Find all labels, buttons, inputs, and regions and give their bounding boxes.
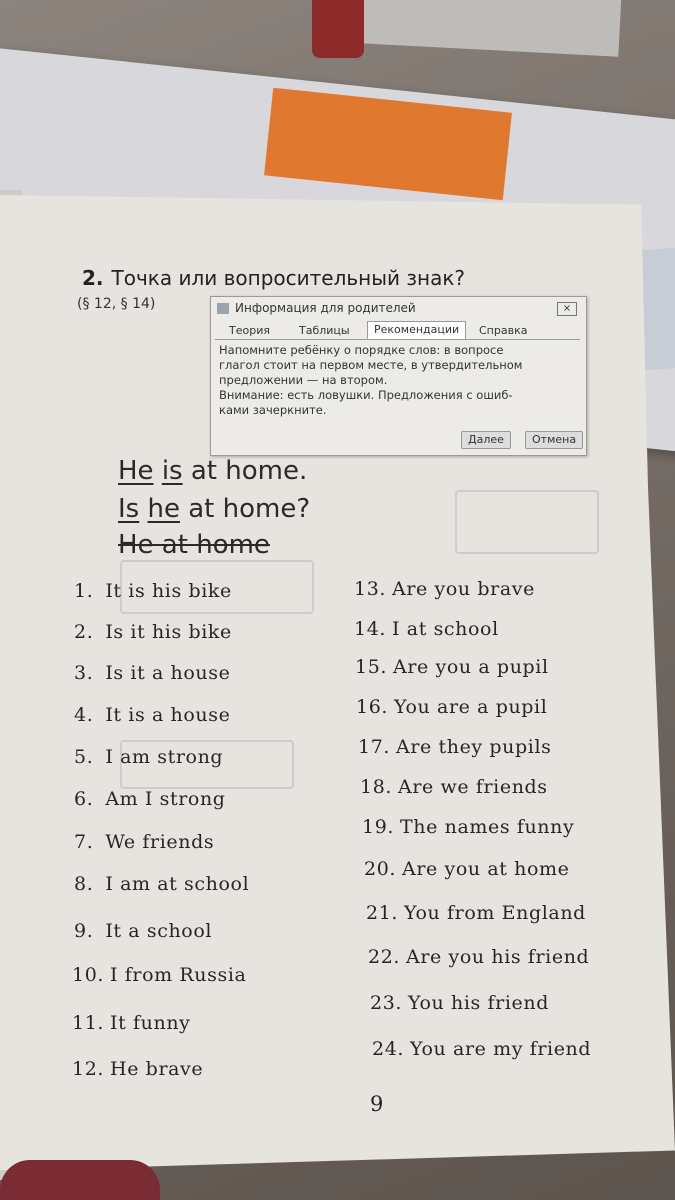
- item-text: Are they pupils: [396, 736, 552, 758]
- list-item: [74, 746, 223, 768]
- list-item: [72, 964, 246, 986]
- list-item: [368, 946, 589, 968]
- dialog-text-line: Напомните ребёнку о порядке слов: в вопросе: [219, 343, 504, 357]
- dialog-text-line: ками зачеркните.: [219, 403, 327, 417]
- item-number: 16.: [356, 696, 389, 718]
- list-item: [366, 902, 586, 924]
- list-item: [74, 920, 212, 942]
- list-item: [355, 656, 549, 678]
- item-text: Are we friends: [398, 776, 548, 798]
- item-number: 24.: [372, 1038, 405, 1060]
- list-item: [74, 831, 214, 853]
- item-number: 10.: [72, 964, 105, 986]
- tab-recommendations[interactable]: Рекомендации: [367, 321, 466, 339]
- tab-tables[interactable]: Таблицы: [299, 324, 350, 337]
- section-references: (§ 12, § 14): [77, 296, 156, 312]
- item-text: The names funny: [400, 816, 575, 838]
- list-item: [72, 1012, 191, 1034]
- item-number: 21.: [366, 902, 399, 924]
- item-number: 12.: [72, 1058, 105, 1080]
- list-item: [74, 662, 230, 684]
- item-number: 17.: [358, 736, 391, 758]
- item-text: You are a pupil: [394, 696, 548, 718]
- list-item: [358, 736, 551, 758]
- item-number: 11.: [72, 1012, 105, 1034]
- item-number: 4.: [74, 704, 94, 726]
- item-number: 13.: [354, 578, 387, 600]
- list-item: [74, 580, 232, 602]
- item-text: Are you a pupil: [393, 656, 549, 678]
- item-number: 15.: [355, 656, 388, 678]
- exercise-number: 2.: [82, 266, 104, 290]
- close-icon[interactable]: ×: [557, 302, 577, 316]
- dialog-tabs: [215, 321, 580, 340]
- cancel-button[interactable]: Отмена: [525, 431, 583, 449]
- example-verb: Is: [118, 494, 140, 524]
- dialog-header: [217, 301, 579, 317]
- item-text: Are you brave: [392, 578, 535, 600]
- list-item: [74, 788, 226, 810]
- item-text: We friends: [105, 831, 215, 853]
- item-number: 23.: [370, 992, 403, 1014]
- item-text: It a school: [105, 920, 213, 942]
- item-text: You from England: [404, 902, 586, 924]
- item-text: I from Russia: [110, 964, 247, 986]
- dialog-body: [219, 343, 579, 418]
- item-text: I am strong: [105, 746, 224, 768]
- item-number: 14.: [354, 618, 387, 640]
- faint-background-illustration: [455, 490, 599, 554]
- list-item: [362, 816, 574, 838]
- dialog-text-line: предложении — на втором.: [219, 373, 388, 387]
- tab-theory[interactable]: Теория: [229, 324, 270, 337]
- page-number: 9: [370, 1092, 384, 1116]
- item-text: He brave: [110, 1058, 204, 1080]
- example-question: [118, 494, 310, 524]
- dialog-title: Информация для родителей: [235, 301, 416, 315]
- list-item: [74, 873, 249, 895]
- item-text: Is it a house: [105, 662, 231, 684]
- item-number: 19.: [362, 816, 395, 838]
- exercise-instruction: Точка или вопросительный знак?: [111, 266, 466, 290]
- item-number: 22.: [368, 946, 401, 968]
- list-item: [364, 858, 570, 880]
- item-number: 1.: [74, 580, 94, 602]
- list-item: [354, 618, 499, 640]
- item-text: Am I strong: [105, 788, 226, 810]
- example-subject: He: [118, 456, 154, 486]
- item-text: Is it his bike: [105, 621, 232, 643]
- item-number: 18.: [360, 776, 393, 798]
- example-subject: he: [147, 494, 180, 524]
- item-text: It is his bike: [105, 580, 232, 602]
- example-rest: at home?: [188, 494, 311, 524]
- item-text: It funny: [110, 1012, 191, 1034]
- list-item: [356, 696, 547, 718]
- item-number: 6.: [74, 788, 94, 810]
- example-verb: is: [161, 456, 183, 486]
- item-number: 2.: [74, 621, 94, 643]
- item-number: 7.: [74, 831, 94, 853]
- item-number: 5.: [74, 746, 94, 768]
- list-item: [360, 776, 548, 798]
- list-item: [74, 704, 230, 726]
- item-number: 20.: [364, 858, 397, 880]
- example-rest: at home.: [190, 456, 308, 486]
- window-icon: [217, 303, 229, 314]
- example-statement: [118, 456, 307, 486]
- item-text: It is a house: [105, 704, 231, 726]
- list-item: [370, 992, 549, 1014]
- item-text: I am at school: [105, 873, 250, 895]
- next-button[interactable]: Далее: [461, 431, 511, 449]
- item-text: Are you at home: [402, 858, 570, 880]
- item-number: 3.: [74, 662, 94, 684]
- item-text: I at school: [392, 618, 499, 640]
- item-text: Are you his friend: [406, 946, 590, 968]
- parents-info-dialog: [210, 296, 587, 456]
- item-number: 9.: [74, 920, 94, 942]
- item-text: You his friend: [408, 992, 549, 1014]
- tab-help[interactable]: Справка: [479, 324, 528, 337]
- exercise-title: [82, 266, 465, 290]
- example-crossed-out: He at home: [118, 530, 270, 560]
- list-item: [354, 578, 535, 600]
- list-item: [72, 1058, 203, 1080]
- dialog-text-line: глагол стоит на первом месте, в утвердительном: [219, 358, 523, 372]
- item-text: You are my friend: [410, 1038, 592, 1060]
- list-item: [372, 1038, 591, 1060]
- dialog-text-line: Внимание: есть ловушки. Предложения с ошиб-: [219, 388, 513, 402]
- item-number: 8.: [74, 873, 94, 895]
- list-item: [74, 621, 232, 643]
